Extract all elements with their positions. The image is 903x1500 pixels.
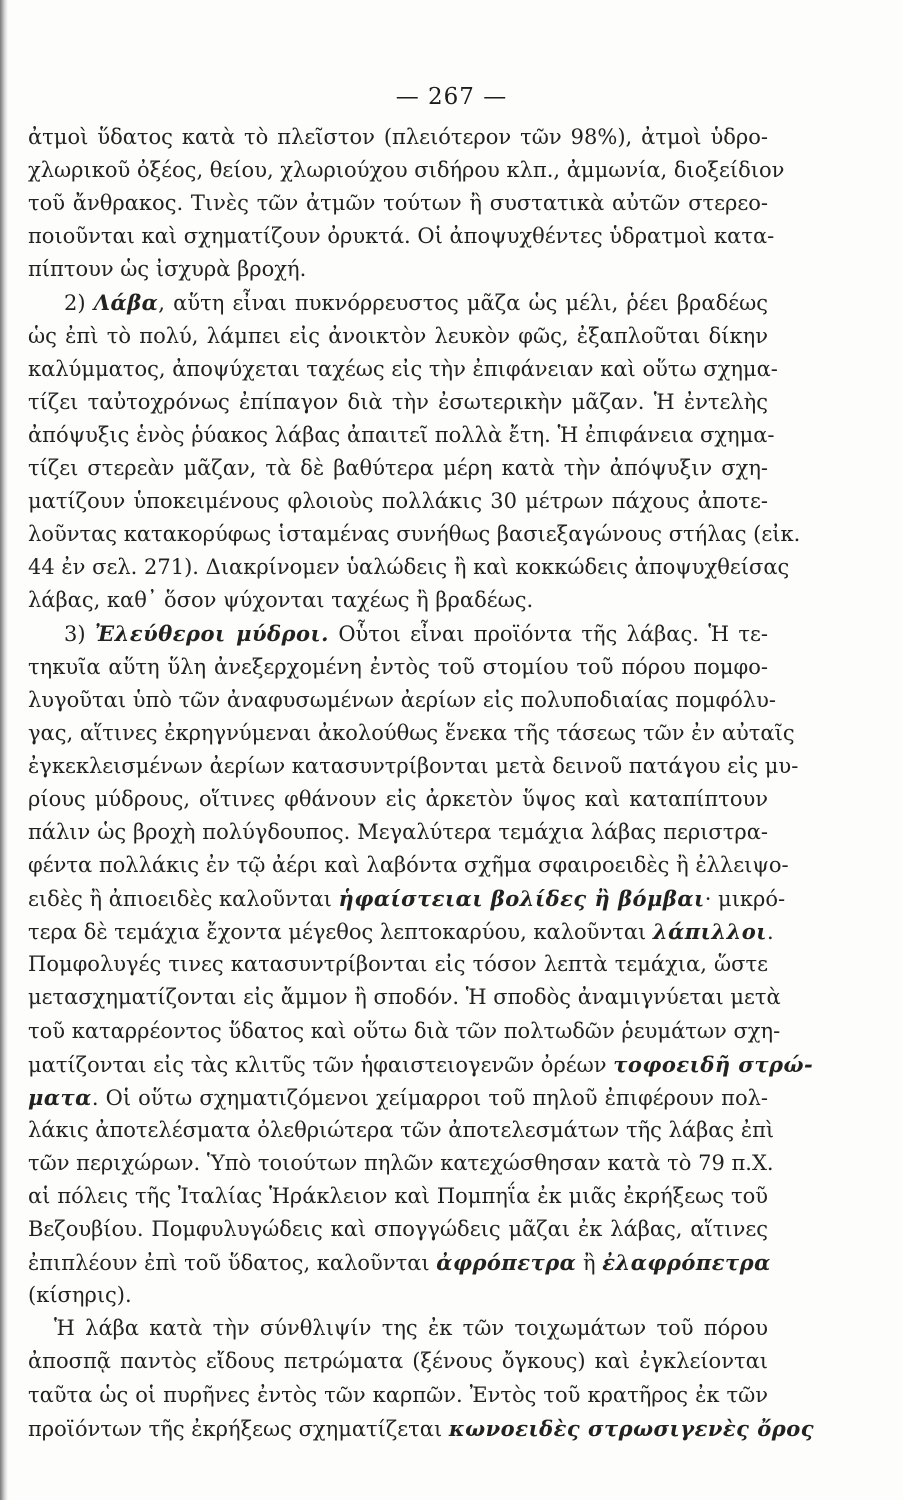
text-line: αἱ πόλεις τῆς Ἰταλίας Ἡράκλειον καὶ Πομπηΐα ἐκ μιᾶς ἐκρήξεως τοῦ bbox=[28, 1184, 768, 1208]
text-line: ὡς ἐπὶ τὸ πολύ, λάμπει εἰς ἀνοικτὸν λευκὸν φῶς, ἐξαπλοῦται δίκην bbox=[28, 323, 768, 348]
text-line: Πομφολυγές τινες κατασυντρίβονται εἰς τόσον λεπτὰ τεμάχια, ὥστε bbox=[28, 952, 768, 977]
text-line: Βεζουβίου. Πομφυλυγώδεις καὶ σπογγώδεις μᾶζαι ἐκ λάβας, αἵτινες bbox=[28, 1217, 768, 1242]
text-line: λοῦντας κατακορύφως ἱσταμένας συνήθως βασιεξαγώνους στήλας (εἰκ. bbox=[28, 522, 801, 547]
text-line: ἐγκεκλεισμένων ἀερίων κατασυντρίβονται μετὰ δεινοῦ πατάγου εἰς μυ- bbox=[28, 753, 799, 778]
term-tuff-layers: τοφοειδῆ στρώ- bbox=[613, 1051, 814, 1077]
text-line: τερα δὲ τεμάχια ἔχοντα μέγεθος λεπτοκαρύου, καλοῦνται λάπιλλοι. bbox=[28, 919, 774, 945]
text-line: ταῦτα ὡς οἱ πυρῆνες ἐντὸς τῶν καρπῶν. Ἐντὸς τοῦ κρατῆρος ἐκ τῶν bbox=[28, 1382, 768, 1407]
text-line: τίζει στερεὰν μᾶζαν, τὰ δὲ βαθύτερα μέρη κατὰ τὴν ἀπόψυξιν σχη- bbox=[28, 455, 768, 480]
text-line: πίπτουν ὡς ἰσχυρὰ βροχή. bbox=[28, 257, 307, 282]
text-line: προϊόντων τῆς ἐκρήξεως σχηματίζεται κωνοειδὲς στρωσιγενὲς ὄρος bbox=[28, 1415, 815, 1441]
text-line: ἀτμοὶ ὕδατος κατὰ τὸ πλεῖστον (πλειότερον τῶν 98%), ἀτμοὶ ὑδρο- bbox=[28, 125, 768, 149]
text-line: ρίους μύδρους, οἵτινες φθάνουν εἰς ἀρκετὸν ὕψος καὶ καταπίπτουν bbox=[28, 786, 768, 811]
paragraph-lava-start: 2) Λάβα, αὕτη εἶναι πυκνόρρευστος μᾶζα ὡς μέλι, ῥέει βραδέως bbox=[64, 290, 768, 316]
term-volcanic-bombs: ἡφαίστειαι βολίδες ἢ βόμβαι bbox=[338, 886, 705, 912]
text-line: ἀπόψυξις ἑνὸς ῥύακος λάβας ἀπαιτεῖ πολλὰ ἔτη. Ἡ ἐπιφάνεια σχημα- bbox=[28, 422, 775, 447]
text-line: μετασχηματίζονται εἰς ἄμμον ἢ σποδόν. Ἡ σποδὸς ἀναμιγνύεται μετὰ bbox=[28, 985, 781, 1010]
text-line: λυγοῦται ὑπὸ τῶν ἀναφυσωμένων ἀερίων εἰς πολυποδιαίας πομφόλυ- bbox=[28, 687, 776, 712]
text-line: τηκυῖα αὕτη ὕλη ἀνεξερχομένη ἐντὸς τοῦ στομίου τοῦ πόρου πομφο- bbox=[28, 654, 768, 679]
text-line: ἀποσπᾷ παντὸς εἴδους πετρώματα (ξένους ὄγκους) καὶ ἐγκλείονται bbox=[28, 1349, 768, 1374]
page-edge-shadow bbox=[0, 0, 8, 1500]
term-lapilli: λάπιλλοι bbox=[652, 919, 767, 945]
term-lava: Λάβα bbox=[93, 290, 159, 316]
text-line: πάλιν ὡς βροχὴ πολύγδουπος. Μεγαλύτερα τεμάχια λάβας περιστρα- bbox=[28, 819, 768, 844]
text-line: γας, αἵτινες ἐκρηγνύμεναι ἀκολούθως ἕνεκα τῆς τάσεως τῶν ἐν αὐταῖς bbox=[28, 720, 795, 745]
text-line: χλωρικοῦ ὀξέος, θείου, χλωριούχου σιδήρου κλπ., ἀμμωνία, διοξείδιον bbox=[28, 158, 785, 183]
term-stratovolcano: κωνοειδὲς στρωσιγενὲς ὄρος bbox=[448, 1415, 815, 1441]
term-light-stone: ἐλαφρόπετρα bbox=[602, 1250, 771, 1276]
text-line: ἐπιπλέουν ἐπὶ τοῦ ὕδατος, καλοῦνται ἀφρόπετρα ἢ ἐλαφρόπετρα bbox=[28, 1250, 771, 1276]
paragraph-lava-compression-start: Ἡ λάβα κατὰ τὴν σύνθλιψίν της ἐκ τῶν τοιχωμάτων τοῦ πόρου bbox=[54, 1316, 768, 1341]
term-pumice: ἀφρόπετρα bbox=[436, 1250, 577, 1276]
text-line: καλύμματος, ἀποψύχεται ταχέως εἰς τὴν ἐπιφάνειαν καὶ οὕτω σχημα- bbox=[28, 356, 778, 381]
text-line: τίζει ταὐτοχρόνως ἐπίπαγον διὰ τὴν ἐσωτερικὴν μᾶζαν. Ἡ ἐντελὴς bbox=[28, 389, 768, 414]
term-free-lumps: Ἐλεύθεροι μύδροι. bbox=[94, 621, 329, 647]
text-line: λάβας, καθ᾽ ὅσον ψύχονται ταχέως ἢ βραδέως. bbox=[28, 588, 534, 613]
term-tuff-layers-end: ματα bbox=[28, 1084, 92, 1110]
text-line: ματα. Οἱ οὕτω σχηματιζόμενοι χείμαρροι τοῦ πηλοῦ ἐπιφέρουν πολ- bbox=[28, 1084, 768, 1110]
text-line: τοῦ καταρρέοντος ὕδατος καὶ οὕτω διὰ τῶν πολτωδῶν ῥευμάτων σχη- bbox=[28, 1018, 781, 1043]
body-text bbox=[28, 121, 815, 1445]
text-line: ειδὲς ἢ ἀπιοειδὲς καλοῦνται ἡφαίστειαι βολίδες ἢ βόμβαι· μικρό- bbox=[28, 886, 786, 912]
text-line: φέντα πολλάκις ἐν τῷ ἀέρι καὶ λαβόντα σχῆμα σφαιροειδὲς ἢ ἐλλειψο- bbox=[28, 853, 789, 878]
paragraph-free-lumps-start: 3) Ἐλεύθεροι μύδροι. Οὗτοι εἶναι προϊόντα τῆς λάβας. Ἡ τε- bbox=[64, 621, 768, 647]
text-line: (κίσηρις). bbox=[28, 1283, 132, 1308]
page-number: — 267 — bbox=[395, 84, 508, 110]
text-line: τοῦ ἄνθρακος. Τινὲς τῶν ἀτμῶν τούτων ἢ συστατικὰ αὐτῶν στερεο- bbox=[28, 191, 768, 216]
text-line: ματίζουν ὑποκειμένους φλοιοὺς πολλάκις 30 μέτρων πάχους ἀποτε- bbox=[28, 489, 768, 514]
text-line: ποιοῦνται καὶ σχηματίζουν ὀρυκτά. Οἱ ἀποψυχθέντες ὑδρατμοὶ κατα- bbox=[28, 224, 775, 249]
text-line: λάκις ἀποτελέσματα ὀλεθριώτερα τῶν ἀποτελεσμάτων τῆς λάβας ἐπὶ bbox=[28, 1117, 775, 1142]
text-line: ματίζονται εἰς τὰς κλιτῦς τῶν ἡφαιστειογενῶν ὀρέων τοφοειδῆ στρώ- bbox=[28, 1051, 814, 1077]
text-line: 44 ἐν σελ. 271). Διακρίνομεν ὑαλώδεις ἢ καὶ κοκκώδεις ἀποψυχθείσας bbox=[28, 555, 790, 580]
text-line: τῶν περιχώρων. Ὑπὸ τοιούτων πηλῶν κατεχώσθησαν κατὰ τὸ 79 π.Χ. bbox=[28, 1150, 774, 1175]
